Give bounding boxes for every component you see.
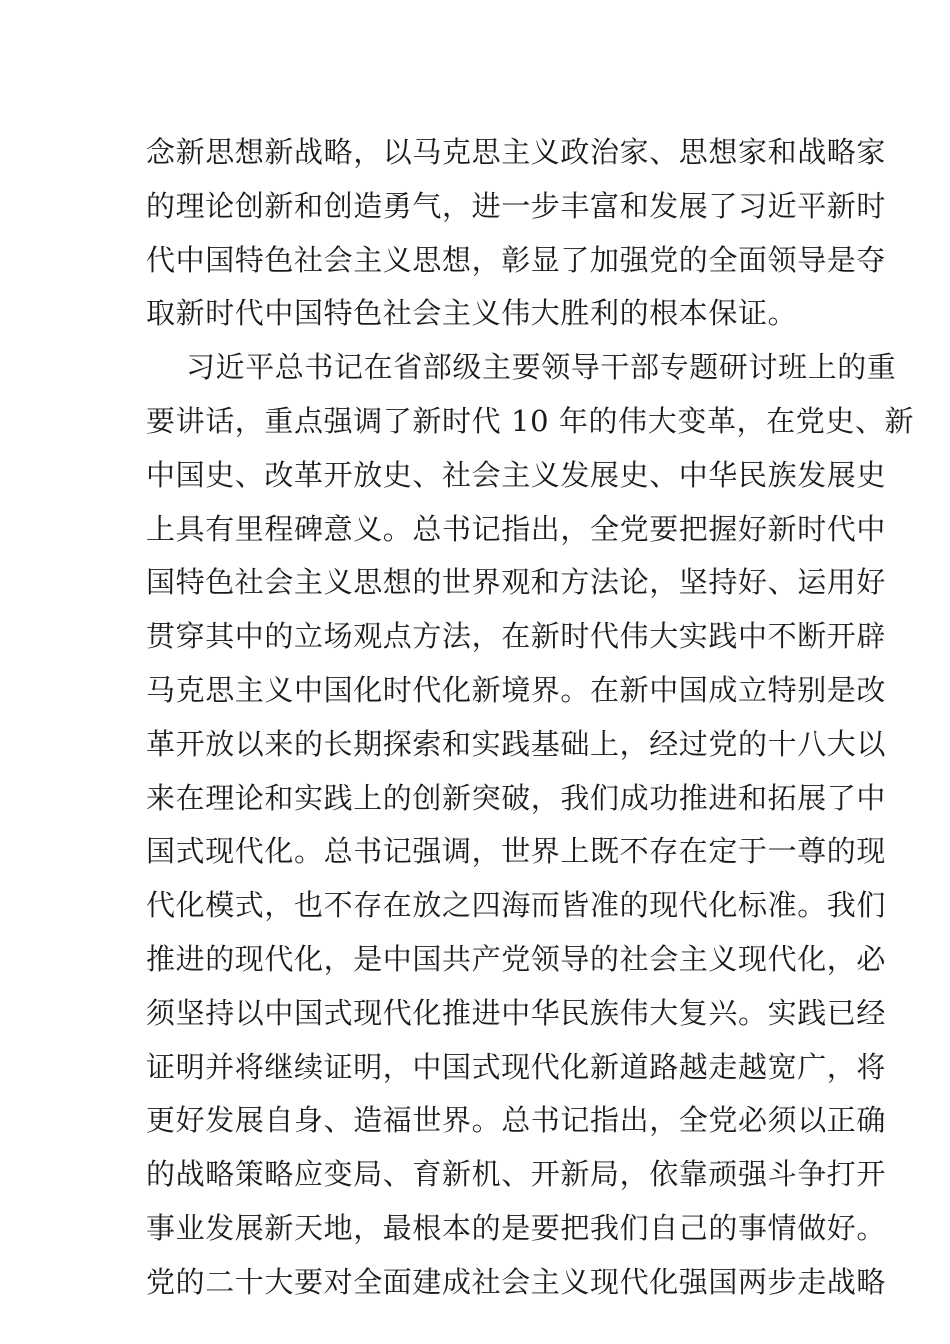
text-line: 来在理论和实践上的创新突破，我们成功推进和拓展了中 xyxy=(146,780,887,815)
text-line: 贯穿其中的立场观点方法，在新时代伟大实践中不断开辟 xyxy=(146,619,887,654)
text-line: 须坚持以中国式现代化推进中华民族伟大复兴。实践已经 xyxy=(146,995,887,1030)
text-line: 的理论创新和创造勇气，进一步丰富和发展了习近平新时 xyxy=(146,188,887,223)
text-line: 的战略策略应变局、育新机、开新局，依靠顽强斗争打开 xyxy=(146,1157,887,1192)
text-line: 更好发展自身、造福世界。总书记指出，全党必须以正确 xyxy=(146,1103,887,1138)
paragraph xyxy=(146,126,887,341)
text-line: 要讲话，重点强调了新时代 10 年的伟大变革，在党史、新 xyxy=(146,403,915,438)
text-line: 推进的现代化，是中国共产党领导的社会主义现代化，必 xyxy=(146,941,887,976)
text-line: 代中国特色社会主义思想，彰显了加强党的全面领导是夺 xyxy=(146,242,887,277)
text-line: 事业发展新天地，最根本的是要把我们自己的事情做好。 xyxy=(146,1210,887,1245)
text-line: 取新时代中国特色社会主义伟大胜利的根本保证。 xyxy=(146,296,798,331)
text-line: 革开放以来的长期探索和实践基础上，经过党的十八大以 xyxy=(146,726,887,761)
text-line: 代化模式，也不存在放之四海而皆准的现代化标准。我们 xyxy=(146,888,887,923)
text-line: 上具有里程碑意义。总书记指出，全党要把握好新时代中 xyxy=(146,511,887,546)
text-line: 念新思想新战略，以马克思主义政治家、思想家和战略家 xyxy=(146,135,887,169)
document-body xyxy=(146,126,915,1310)
text-line: 中国史、改革开放史、社会主义发展史、中华民族发展史 xyxy=(146,457,887,492)
text-line: 国式现代化。总书记强调，世界上既不存在定于一尊的现 xyxy=(146,834,887,869)
text-line: 马克思主义中国化时代化新境界。在新中国成立特别是改 xyxy=(146,672,887,707)
text-line: 党的二十大要对全面建成社会主义现代化强国两步走战略 xyxy=(146,1264,887,1299)
text-line: 习近平总书记在省部级主要领导干部专题研讨班上的重 xyxy=(186,350,897,385)
text-line: 国特色社会主义思想的世界观和方法论，坚持好、运用好 xyxy=(146,565,887,600)
text-line: 证明并将继续证明，中国式现代化新道路越走越宽广，将 xyxy=(146,1049,887,1084)
paragraph xyxy=(146,341,915,1309)
